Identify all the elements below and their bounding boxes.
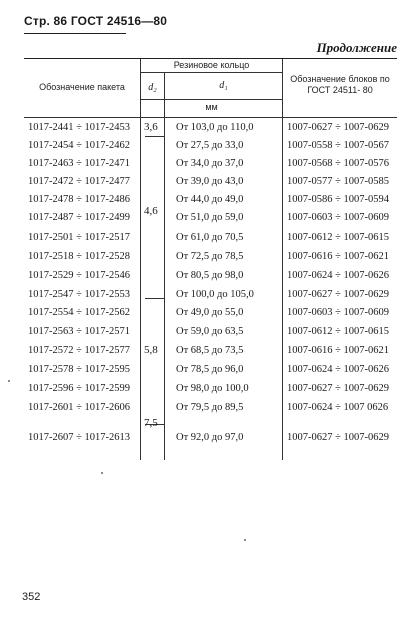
row-blocks: 1007-0612 ÷ 1007-0615 bbox=[287, 232, 390, 243]
row-range: От 34,0 до 37,0 bbox=[176, 158, 244, 169]
row-package: 1017-2572 ÷ 1017-2577 bbox=[28, 345, 131, 356]
row-blocks: 1007-0568 ÷ 1007-0576 bbox=[287, 158, 390, 169]
row-package: 1017-2563 ÷ 1017-2571 bbox=[28, 326, 131, 337]
row-package: 1017-2554 ÷ 1017-2562 bbox=[28, 307, 131, 318]
header-units: мм bbox=[205, 102, 218, 112]
row-package: 1017-2607 ÷ 1017-2613 bbox=[28, 432, 131, 443]
row-blocks: 1007-0586 ÷ 1007-0594 bbox=[287, 194, 390, 205]
row-package: 1017-2601 ÷ 1017-2606 bbox=[28, 402, 131, 413]
row-package: 1017-2501 ÷ 1017-2517 bbox=[28, 232, 131, 243]
row-blocks: 1007-0624 ÷ 1007-0626 bbox=[287, 270, 390, 281]
row-range: От 49,0 до 55,0 bbox=[176, 307, 244, 318]
row-package: 1017-2454 ÷ 1017-2462 bbox=[28, 140, 131, 151]
col-divider bbox=[140, 117, 141, 460]
row-range: От 98,0 до 100,0 bbox=[176, 383, 249, 394]
row-blocks: 1007-0603 ÷ 1007-0609 bbox=[287, 307, 390, 318]
row-blocks: 1007-0612 ÷ 1007-0615 bbox=[287, 326, 390, 337]
row-blocks: 1007-0624 ÷ 1007-0626 bbox=[287, 364, 390, 375]
scan-speck bbox=[8, 380, 10, 382]
col-divider bbox=[282, 117, 283, 460]
header-bottom-rule bbox=[24, 117, 397, 118]
row-range: От 51,0 до 59,0 bbox=[176, 212, 244, 223]
row-package: 1017-2596 ÷ 1017-2599 bbox=[28, 383, 131, 394]
row-blocks: 1007-0624 ÷ 1007 0626 bbox=[287, 402, 389, 413]
group-divider bbox=[145, 136, 164, 137]
row-package: 1017-2547 ÷ 1017-2553 bbox=[28, 289, 131, 300]
header-divider bbox=[140, 99, 282, 100]
row-blocks: 1007-0616 ÷ 1007-0621 bbox=[287, 345, 390, 356]
row-package: 1017-2487 ÷ 1017-2499 bbox=[28, 212, 131, 223]
row-blocks: 1007-0627 ÷ 1007-0629 bbox=[287, 432, 390, 443]
row-range: От 27,5 до 33,0 bbox=[176, 140, 244, 151]
header-rule bbox=[24, 33, 126, 34]
header-blocks: Обозначение блоков по ГОСТ 24511- 80 bbox=[290, 74, 390, 95]
row-range: От 72,5 до 78,5 bbox=[176, 251, 244, 262]
row-range: От 78,5 до 96,0 bbox=[176, 364, 244, 375]
row-blocks: 1007-0627 ÷ 1007-0629 bbox=[287, 383, 390, 394]
row-range: От 68,5 до 73,5 bbox=[176, 345, 244, 356]
row-range: От 44,0 до 49,0 bbox=[176, 194, 244, 205]
col-divider bbox=[164, 117, 165, 460]
table-top-rule bbox=[24, 58, 397, 59]
row-package: 1017-2578 ÷ 1017-2595 bbox=[28, 364, 131, 375]
row-range: От 79,5 до 89,5 bbox=[176, 402, 244, 413]
row-package: 1017-2478 ÷ 1017-2486 bbox=[28, 194, 131, 205]
continuation-label: Продолжение bbox=[316, 40, 397, 55]
group-divider bbox=[145, 298, 164, 299]
row-package: 1017-2463 ÷ 1017-2471 bbox=[28, 158, 131, 169]
row-blocks: 1007-0577 ÷ 1007-0585 bbox=[287, 176, 390, 187]
row-blocks: 1007-0616 ÷ 1007-0621 bbox=[287, 251, 390, 262]
d2-value: 3,6 bbox=[144, 121, 158, 133]
row-range: От 59,0 до 63,5 bbox=[176, 326, 244, 337]
row-range: От 80,5 до 98,0 bbox=[176, 270, 244, 281]
header-package: Обозначение пакета bbox=[39, 82, 125, 92]
row-package: 1017-2518 ÷ 1017-2528 bbox=[28, 251, 131, 262]
row-blocks: 1007-0603 ÷ 1007-0609 bbox=[287, 212, 390, 223]
page-number: 352 bbox=[22, 591, 41, 603]
row-blocks: 1007-0627 ÷ 1007-0629 bbox=[287, 122, 390, 133]
row-package: 1017-2441 ÷ 1017-2453 bbox=[28, 122, 131, 133]
row-range: От 103,0 до 110,0 bbox=[176, 122, 254, 133]
scan-speck bbox=[244, 539, 246, 541]
row-package: 1017-2472 ÷ 1017-2477 bbox=[28, 176, 131, 187]
d2-value: 5,8 bbox=[144, 344, 158, 356]
header-d1: d₁ bbox=[219, 80, 228, 91]
row-blocks: 1007-0558 ÷ 1007-0567 bbox=[287, 140, 390, 151]
row-range: От 61,0 до 70,5 bbox=[176, 232, 244, 243]
header-divider bbox=[140, 72, 282, 73]
d2-value: 7,5 bbox=[144, 417, 158, 429]
col-divider bbox=[282, 59, 283, 117]
row-package: 1017-2529 ÷ 1017-2546 bbox=[28, 270, 131, 281]
scan-speck bbox=[101, 472, 103, 474]
header-ring: Резиновое кольцо bbox=[173, 60, 250, 70]
row-blocks: 1007-0627 ÷ 1007-0629 bbox=[287, 289, 390, 300]
d2-value: 4,6 bbox=[144, 205, 158, 217]
row-range: От 92,0 до 97,0 bbox=[176, 432, 244, 443]
header-d2: d₂ bbox=[148, 82, 157, 93]
page-header: Стр. 86 ГОСТ 24516—80 bbox=[24, 14, 168, 28]
row-range: От 39,0 до 43,0 bbox=[176, 176, 244, 187]
row-range: От 100,0 до 105,0 bbox=[176, 289, 254, 300]
